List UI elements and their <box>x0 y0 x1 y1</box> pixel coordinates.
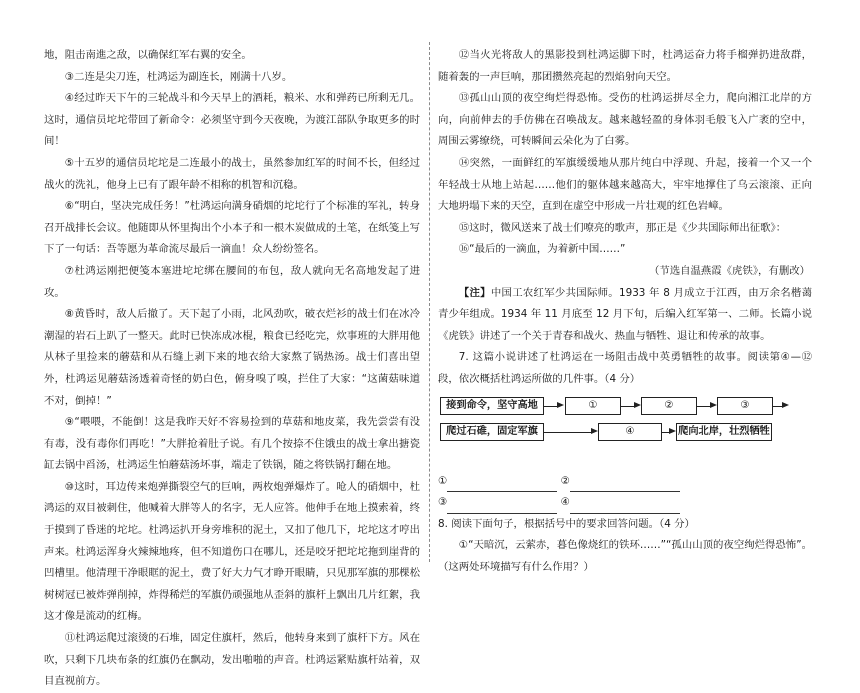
flow-arrow <box>544 432 592 433</box>
flow-box-3: ③ <box>717 397 773 415</box>
flow-arrow <box>544 406 558 407</box>
answer-blanks-row-1 <box>438 471 812 493</box>
question-8: 8. 阅读下面句子，根据括号中的要求回答问题。（4 分） <box>438 517 695 530</box>
plot-flow-chart <box>438 395 812 469</box>
flow-box-start: 接到命令，坚守高地 <box>440 397 544 415</box>
left-paragraph: ⑤十五岁的通信员坨坨是二连最小的战士，虽然参加红军的时间不长，但经过战火的洗礼，他身上已有了跟年龄不相称的机智和沉稳。 <box>44 156 420 191</box>
answer-blank-4[interactable] <box>570 499 680 514</box>
left-paragraphs <box>44 45 420 693</box>
question-8-part-1: ①“天暗沉，云萦赤，暮色像烧红的铁环……”“孤山山顶的夜空绚烂得恐怖”。（这两处环境描写有什么作用？） <box>438 539 812 573</box>
column-divider <box>429 42 430 562</box>
note-tag: 【注】 <box>458 286 491 299</box>
left-paragraph: ⑪杜鸿运爬过滚烫的石堆，固定住旗杆，然后，他转身来到了旗杆下方。风在吹，只剩下几块布条的红旗仍在飘动，发出啪啪的声音。杜鸿运紧贴旗杆站着，双目直视前方。 <box>44 632 420 688</box>
note-text: 中国工农红军少共国际师。1933 年 8 月成立于江西，由万余名楷蔼青少年组成。1934 年 11 月底至 12 月下旬，后编入红军第一、二师。长篇小说《虎铁》讲述了一个关于青春和战火、热血与牺牲、退让和传承的故事。 <box>438 286 813 342</box>
question-7: 7. 这篇小说讲述了杜鸿运在一场阻击战中英勇牺牲的故事。阅读第④—⑫段，依次概括杜鸿运所做的几件事。（4 分） <box>438 351 812 385</box>
flow-arrowhead <box>710 402 717 408</box>
flow-box-end: 爬向北岸，壮烈牺牲 <box>676 423 772 441</box>
source-citation: （节选自温燕霞《虎铁》，有删改） <box>648 264 810 277</box>
flow-arrowhead <box>557 402 564 408</box>
flow-box-rock: 爬过石碓，固定军旗 <box>440 423 544 441</box>
answer-label-2: ② <box>560 474 570 487</box>
flow-arrow <box>621 406 635 407</box>
left-paragraph: ③二连是尖刀连，杜鸿运为副连长，刚满十八岁。 <box>64 70 293 83</box>
left-paragraph: ④经过昨天下午的三轮战斗和今天早上的酒耗，粮米、水和弹药已所剩无几。这时，通信员坨坨带回了新命令：必须坚守到今天夜晚，为渡江部队争取更多的时间！ <box>44 92 420 148</box>
right-paragraph: ⑫当火光将敌人的黑影投到杜鸿运脚下时，杜鸿运奋力将手榴弹扔进敌群，随着轰的一声巨响，那团攒然亮起的烈焰射向天空。 <box>438 49 812 83</box>
right-column <box>438 0 812 578</box>
right-paragraph: ⑯“最后的一滴血，为着新中国……” <box>458 243 626 256</box>
flow-box-1: ① <box>565 397 621 415</box>
left-paragraph: ⑧黄昏时，敌人后撤了。天下起了小雨，北风劲吹，破衣烂衫的战士们在冰冷潮湿的岩石上趴了一整天。此时已快冻成冰棍，粮食已经吃完，炊事班的大胖用他从林子里捡来的蘑菇和从石缝上剥下来的地衣给大家熬了锅热汤。战士们喜出望外，杜鸿运见蘑菇汤透着奇怪的奶白色，俯身嗅了嗅，拦住了大家：“这菌菇味道不对，倒掉！” <box>44 308 420 407</box>
answer-label-3: ③ <box>438 496 448 509</box>
left-paragraph: ⑦杜鸿运刚把便笺本塞进坨坨绑在腰间的布包，敌人就向无名高地发起了进攻。 <box>44 264 420 299</box>
answer-blank-1[interactable] <box>447 477 557 492</box>
answer-label-4: ④ <box>560 496 570 509</box>
left-paragraph: ⑩这时，耳边传来炮弹撕裂空气的巨响，两枚炮弹爆炸了。呛人的硝烟中，杜鸿运的双目被刺住，他喊着大胖等人的名字，无人应答。他伸手在地上摸索着，终于摸到了昏迷的坨坨。杜鸿运扒开身旁堆积的泥土，又扣了他几下，坨坨这才哼出声来。杜鸿运浑身火辣辣地疼，但不知道伤口在哪儿，还是咬牙把坨坨拖到崖背的凹槽里。他清理干净眼眶的泥土，费了好大力气才睁开眼睛，只见那军旗的那棵松树树冠已被炸弹削掉，炸得稀烂的军旗仍顽强地从歪斜的旗杆上飘出几片红絮，我这才像是流动的红梅。 <box>44 480 420 623</box>
flow-arrow <box>697 406 711 407</box>
left-paragraph: 地，阻击南進之敌，以确保红军右翼的安全。 <box>44 49 252 61</box>
right-paragraph: ⑮这时，微风送来了战士们嘹亮的歌声，那正是《少共国际师出征歌》： <box>458 221 787 234</box>
answer-blank-3[interactable] <box>447 499 557 514</box>
answer-blanks-row-2 <box>438 492 812 514</box>
left-paragraph: ⑨“喂喂，不能倒！这是我昨天好不容易捡到的草菇和地皮菜，我先尝尝有没有毒，没有毒你们再吃！”大胖抢着肚子说。有几个按捺不住饿虫的战士拿出搪瓷缸去锅中舀汤，杜鸿运生怕蘑菇汤坏事，端走了铁锅，随之将铁锅打翻在地。 <box>44 416 420 472</box>
annotation-note <box>438 283 812 348</box>
flow-arrowhead <box>634 402 641 408</box>
left-paragraph: ⑥“明白，坚决完成任务！”杜鸿运向满身硝烟的坨坨行了个标准的军礼，转身召开战排长会议。他随即从怀里掏出个小本子和一根木炭做成的土笔，在纸笺上写下了一句话：吾等愿为革命流尽最后一滴血！众人纷纷签名。 <box>44 200 420 256</box>
right-paragraph: ⑭突然，一面鲜红的军旗缓缓地从那片纯白中浮现、升起，接着一个又一个年轻战士从地上站起……他们的躯体越来越高大，牢牢地撑住了乌云滚滚、正向大地坍塌下来的天空，直到在虚空中形成一片壮观的红色岩嶂。 <box>438 156 812 213</box>
flow-box-2: ② <box>641 397 697 415</box>
flow-box-4: ④ <box>598 423 662 441</box>
flow-arrowhead <box>782 402 789 408</box>
flow-arrowhead <box>591 428 598 434</box>
right-paragraphs <box>438 45 812 261</box>
answer-label-1: ① <box>438 474 448 487</box>
answer-blank-2[interactable] <box>570 477 680 492</box>
flow-arrowhead <box>669 428 676 434</box>
left-column <box>44 0 420 693</box>
right-paragraph: ⑬孤山山顶的夜空绚烂得恐怖。受伤的杜鸿运拼尽全力，爬向湘江北岸的方向，向前伸去的手仿佛在召唤战友。越来越轻盈的身体羽毛般飞入广袤的空中，周围云雾缭绕，可转瞬间云朵化为了白雾。 <box>438 92 812 148</box>
